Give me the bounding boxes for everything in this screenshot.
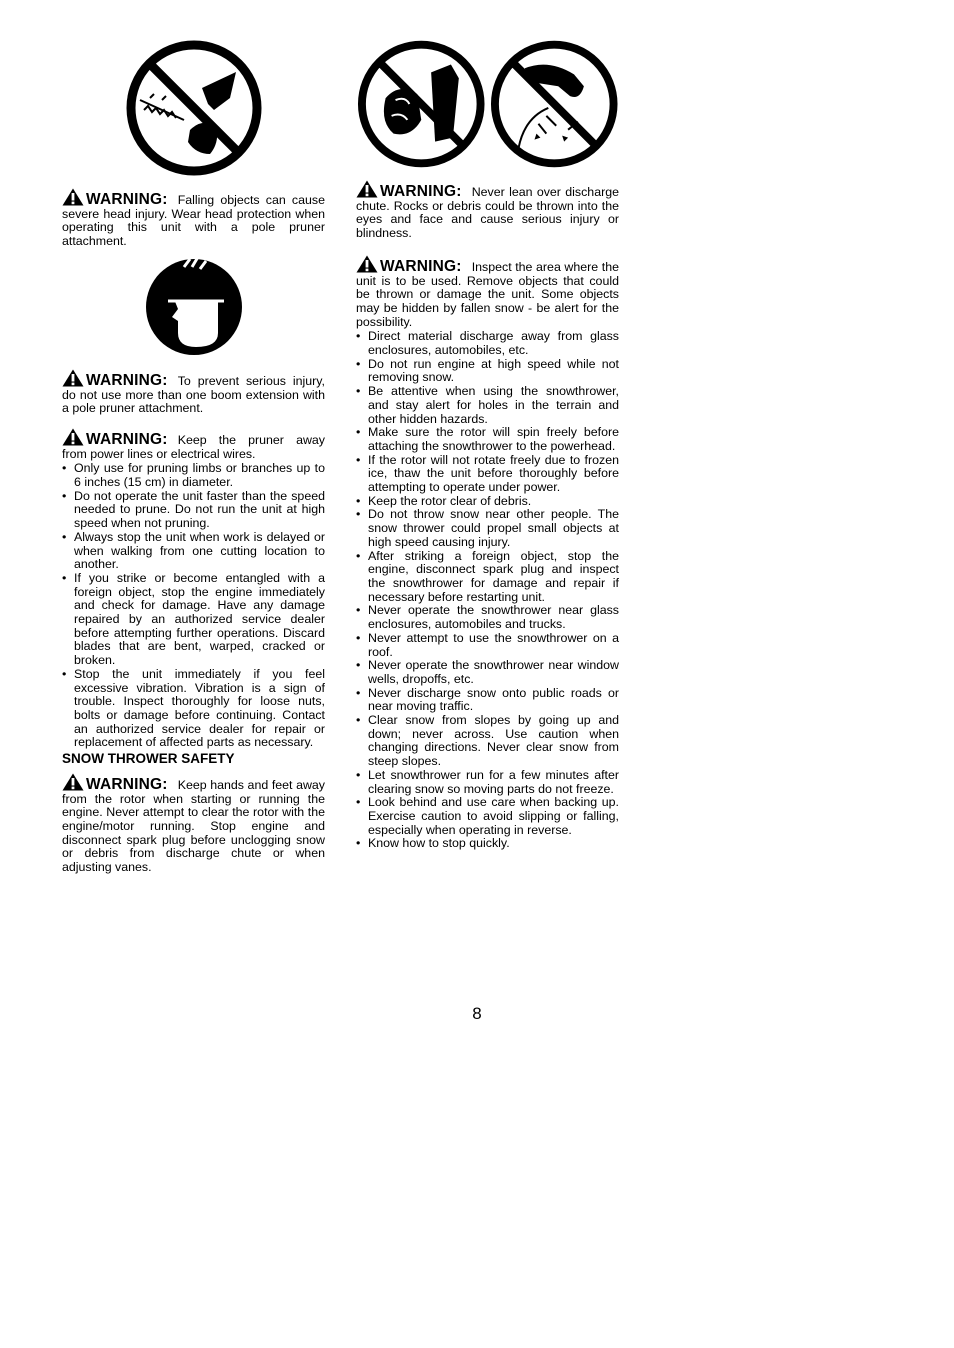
snowthrower-bullet-list xyxy=(356,330,619,851)
warning-text: Never lean over discharge chute. Rocks or debris could be thrown into the eyes and face and cause serious injury or blindness. xyxy=(356,185,619,241)
warning-label: WARNING: xyxy=(380,257,462,275)
warning-triangle-icon xyxy=(356,255,378,273)
pruner-bullet-list xyxy=(62,462,325,750)
warning-text: Falling objects can cause severe head injury. Wear head protection when operating this unit with a pole pruner attachment. xyxy=(62,193,325,249)
warning-label: WARNING: xyxy=(380,183,462,200)
no-hands-near-rotor-pictogram xyxy=(489,38,620,170)
list-item: • If the rotor will not rotate freely due to frozen ice, thaw the unit before thoroughly before attempting to operate under power. xyxy=(356,454,619,495)
warning-text: To prevent serious injury, do not use more than one boom extension with a pole pruner attachment. xyxy=(62,373,325,416)
warning-hands-feet xyxy=(62,773,325,875)
warning-discharge-chute xyxy=(356,180,619,241)
list-item: • Never attempt to use the snowthrower on a roof. xyxy=(356,632,619,659)
left-column xyxy=(62,38,325,875)
warning-text: Keep hands and feet away from the rotor when starting or running the engine. Never attempt to clear the rotor with the engine/motor running. Stop engine and disconnect spark plug before unclogging snow or debris from discharge chute or when adjusting vanes. xyxy=(62,777,325,875)
warning-text: Inspect the area where the unit is to be used. Remove objects that could be thrown or damage the unit. Some objects may be hidden by fallen snow - be alert for the possibility. xyxy=(356,259,619,329)
list-item: • Be attentive when using the snowthrower, and stay alert for holes in the terrain and other hidden hazards. xyxy=(356,385,619,426)
list-item: • Direct material discharge away from glass enclosures, automobiles, etc. xyxy=(356,330,619,357)
list-item: • Do not operate the unit faster than the speed needed to prune. Do not run the unit at high speed when not pruning. xyxy=(62,490,325,531)
warning-label: WARNING: xyxy=(86,775,168,793)
warning-triangle-icon xyxy=(62,369,84,387)
warning-boom-extension xyxy=(62,369,325,416)
warning-text: Keep the pruner away from power lines or electrical wires. xyxy=(62,432,325,461)
head-protection-pictogram xyxy=(144,257,244,357)
warning-power-lines xyxy=(62,428,325,461)
warning-triangle-icon xyxy=(62,773,84,791)
warning-triangle-icon xyxy=(62,428,84,446)
section-heading: SNOW THROWER SAFETY xyxy=(62,751,235,767)
list-item: • Keep the rotor clear of debris. xyxy=(356,495,619,509)
page-number: 8 xyxy=(472,1004,482,1023)
list-item: • Make sure the rotor will spin freely before attaching the snowthrower to the powerhead. xyxy=(356,426,619,453)
list-item: • Always stop the unit when work is delayed or when walking from one cutting location to another. xyxy=(62,531,325,572)
warning-label: WARNING: xyxy=(86,191,168,208)
no-falling-objects-pictogram xyxy=(124,38,264,178)
list-item: • Clear snow from slopes by going up and down; never across. Use caution when changing directions. Never clear snow from steep slopes. xyxy=(356,714,619,769)
list-item: • Look behind and use care when backing up. Exercise caution to avoid slipping or falling, especially when operating in reverse. xyxy=(356,796,619,837)
no-leaning-over-chute-pictogram xyxy=(356,38,487,170)
list-item: • If you strike or become entangled with a foreign object, stop the engine immediately and check for damage. Have any damage repaired by an authorized service dealer before attempting further operations. Discard blades that are bent, warped, cracked or broken. xyxy=(62,572,325,668)
right-column xyxy=(356,38,619,851)
warning-triangle-icon xyxy=(356,180,378,198)
list-item: • Do not run engine at high speed while not removing snow. xyxy=(356,358,619,385)
list-item: • After striking a foreign object, stop the engine, disconnect spark plug and inspect the snowthrower for damage and repair if necessary before restarting unit. xyxy=(356,550,619,605)
list-item: • Do not throw snow near other people. The snow thrower could propel small objects at high speed causing injury. xyxy=(356,508,619,549)
warning-falling-objects xyxy=(62,188,325,249)
warning-triangle-icon xyxy=(62,188,84,206)
list-item: • Stop the unit immediately if you feel excessive vibration. Vibration is a sign of trouble. Inspect thoroughly for loose nuts, bolts or damage before continuing. Contact an authorized service dealer for repair or replacement of affected parts as necessary. xyxy=(62,668,325,750)
warning-inspect-area xyxy=(356,255,619,330)
list-item: • Only use for pruning limbs or branches up to 6 inches (15 cm) in diameter. xyxy=(62,462,325,489)
warning-label: WARNING: xyxy=(86,430,168,448)
pictogram-row xyxy=(356,38,619,170)
list-item: • Never operate the snowthrower near window wells, dropoffs, etc. xyxy=(356,659,619,686)
list-item: • Never discharge snow onto public roads or near moving traffic. xyxy=(356,687,619,714)
list-item: • Never operate the snowthrower near glass enclosures, automobiles and trucks. xyxy=(356,604,619,631)
warning-label: WARNING: xyxy=(86,371,168,389)
list-item: • Let snowthrower run for a few minutes after clearing snow so moving parts do not freeze. xyxy=(356,769,619,796)
list-item: • Know how to stop quickly. xyxy=(356,837,619,851)
